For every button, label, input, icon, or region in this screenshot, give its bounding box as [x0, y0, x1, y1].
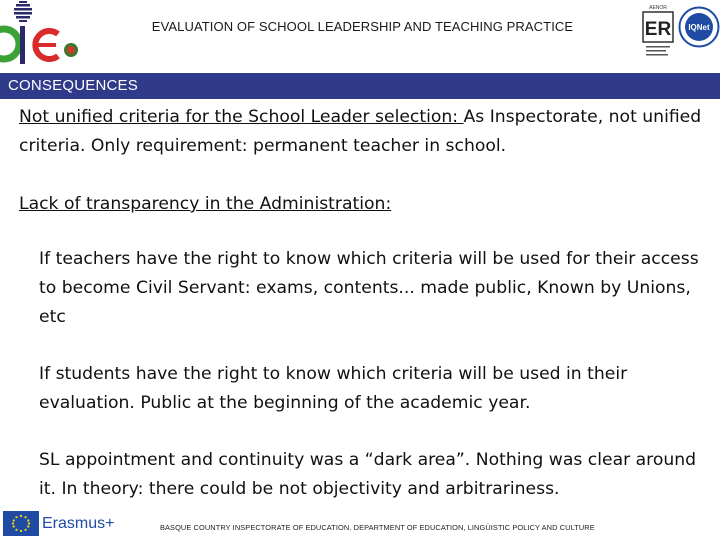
section-title: CONSEQUENCES [8, 77, 138, 94]
oie-logo-icon [0, 0, 86, 70]
iqnet-certification-icon [678, 6, 720, 48]
paragraph-unified-criteria [19, 103, 714, 161]
paragraph-transparency-heading [19, 190, 714, 219]
transparency-heading: Lack of transparency in the Administration: [19, 194, 392, 214]
section-banner [0, 73, 720, 99]
paragraph-students-criteria: If students have the right to know which criteria will be used in their evaluation. Public at the beginning of the academic year. [39, 364, 628, 413]
unified-criteria-heading: Not unified criteria for the School Leader selection: [19, 107, 464, 127]
paragraph-sl-appointment: SL appointment and continuity was a “dark area”. Nothing was clear around it. In theory: there could be not objectivity and arbitrariness. [39, 450, 697, 499]
erasmus-plus-label: Erasmus+ [42, 515, 115, 532]
aenor-er-certification-icon [640, 2, 676, 64]
unified-criteria-text: As Inspectorate, not unified criteria. Only requirement: permanent teacher in school. [19, 107, 702, 156]
cert-er-mark: ER [644, 19, 672, 40]
cert-iqnet-label: IQNet [688, 23, 710, 32]
cert-er-top-label: AENOR [649, 5, 667, 11]
eu-flag-icon [3, 511, 39, 536]
header-title: EVALUATION OF SCHOOL LEADERSHIP AND TEACHING PRACTICE [151, 19, 574, 34]
paragraph-teachers-criteria: If teachers have the right to know which criteria will be used for their access to become Civil Servant: exams, contents... made public, Known by Unions, etc [39, 249, 699, 327]
footer [0, 508, 720, 540]
footer-text: BASQUE COUNTRY INSPECTORATE OF EDUCATION. DEPARTMENT OF EDUCATION, LINGÜISTIC POLICY AND CULTURE [160, 523, 595, 532]
slide-content [19, 103, 714, 504]
header [0, 0, 720, 72]
